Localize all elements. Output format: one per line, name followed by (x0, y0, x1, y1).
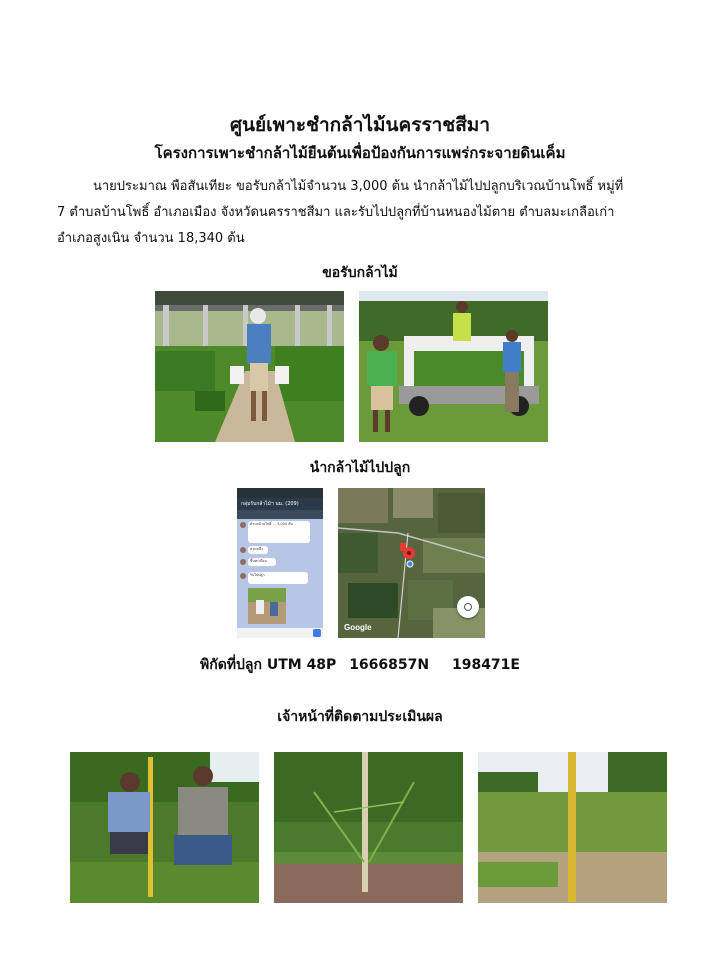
page-title: ศูนย์เพาะชำกล้าไม้นครราชสีมา (230, 114, 490, 136)
coordinates-label: พิกัดที่ปลูก UTM 48P (200, 657, 337, 673)
chat-bubble-1: ตำบลบ้านโพธิ์ ... 3,000 ต้น (248, 521, 310, 543)
chat-shared-photo (248, 588, 286, 624)
chat-message-input[interactable] (237, 628, 323, 638)
avatar (240, 522, 246, 528)
photo-nursery-carrying-seedlings (155, 291, 344, 442)
chat-bubble-3: ขึ้นทะเบียน (248, 558, 276, 566)
page-subtitle: โครงการเพาะชำกล้าไม้ยืนต้นเพื่อป้องกันการแพร่กระจายดินเค็ม (154, 144, 566, 162)
map-pin-icon (403, 546, 415, 560)
body-line-3: อำเภอสูงเนิน จำนวน 18,340 ต้น (57, 231, 245, 246)
chat-group-header: กลุ่มรับกล้าไม้ฯ นม. (209) (237, 498, 323, 510)
body-paragraph (57, 174, 685, 252)
chat-member-avatars (237, 510, 323, 519)
coordinates-northing: 1666857N (349, 657, 430, 673)
chat-bubble-4: รับไปปลูก (248, 572, 308, 584)
photo-officials-measuring (70, 752, 259, 903)
body-line-2: 7 ตำบลบ้านโพธิ์ อำเภอเมือง จังหวัดนครราชสีมา และรับไปปลูกที่บ้านหนองไม้ตาย ตำบลมะเกลือเก่า (57, 205, 615, 220)
google-logo: Google (344, 623, 372, 632)
phone-status-bar (237, 488, 323, 498)
photo-measuring-pole-field (478, 752, 667, 903)
satellite-map[interactable] (338, 488, 485, 638)
body-line-1: นายประมาณ พือสันเทียะ ขอรับกล้าไม้จำนวน 3,000 ต้น นำกล้าไม้ไปปลูกบริเวณบ้านโพธิ์ หมู่ที่ (93, 179, 624, 194)
section-heading-receive: ขอรับกล้าไม้ (322, 265, 398, 281)
my-location-icon[interactable] (457, 596, 479, 618)
chat-bubble-2: ส่วนหนึ่ง (248, 546, 268, 554)
coordinates-easting: 198471E (451, 657, 520, 673)
section-heading-plant: นำกล้าไม้ไปปลูก (309, 460, 411, 476)
photo-truck-loaded-seedlings (359, 291, 548, 442)
avatar (240, 573, 246, 579)
chat-screenshot (237, 488, 323, 638)
avatar (240, 559, 246, 565)
microphone-icon[interactable] (313, 629, 321, 637)
photo-measuring-pole-bamboo (274, 752, 463, 903)
avatar (240, 547, 246, 553)
section-heading-monitor: เจ้าหน้าที่ติดตามประเมินผล (277, 709, 443, 725)
planting-coordinates (0, 654, 720, 676)
